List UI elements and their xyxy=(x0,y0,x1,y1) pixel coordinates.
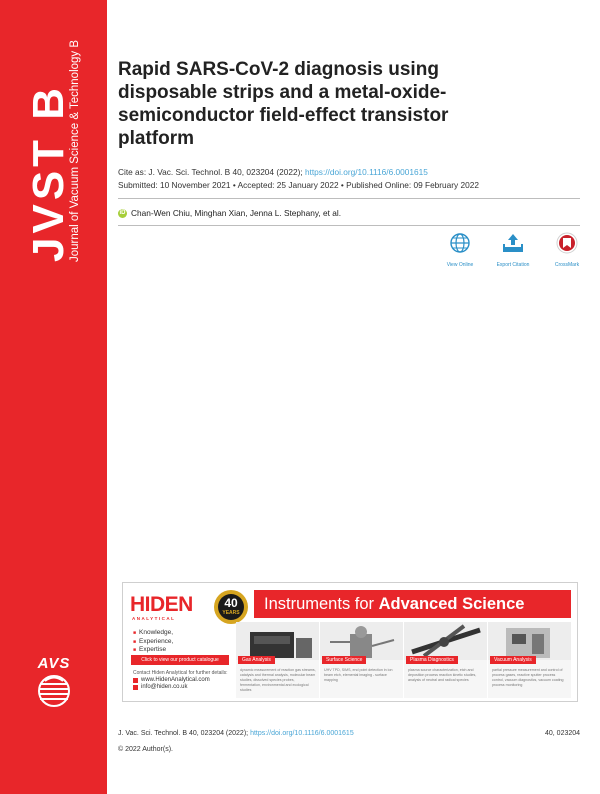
plasma-diagnostics-panel[interactable] xyxy=(404,622,487,698)
ad-bullet: ■ Knowledge, xyxy=(133,629,173,638)
journal-sidebar xyxy=(0,0,107,794)
orcid-icon[interactable]: iD xyxy=(119,210,126,216)
surface-science-panel[interactable] xyxy=(320,622,403,698)
authors-text[interactable]: Chan-Wen Chiu, Minghan Xian, Jenna L. Stephany, et al. xyxy=(131,208,342,218)
vacuum-analysis-panel[interactable] xyxy=(488,622,571,698)
panel-text: plasma source characterization, etch and deposition process reaction kinetic studies, analysis of neutral and radical species xyxy=(408,668,477,682)
avs-logo xyxy=(28,655,80,708)
ad-bullet: ■ Expertise xyxy=(133,646,173,655)
panel-text: dynamic measurement of reaction gas streams, catalysis and thermal analysis, molecular beam studies, dissolved species probes, fermentation, environmental and ecological studies xyxy=(240,668,316,692)
crossmark-button[interactable] xyxy=(542,232,592,268)
email-link[interactable] xyxy=(133,684,228,691)
badge-number: 40 xyxy=(224,596,238,610)
footer-cite-text: J. Vac. Sci. Technol. B 40, 023204 (2022); xyxy=(118,730,249,737)
banner-emphasis: Advanced Science xyxy=(378,595,525,613)
crossmark-icon xyxy=(556,232,578,254)
avs-globe-icon xyxy=(37,674,71,708)
article-title: Rapid SARS-CoV-2 diagnosis using disposable strips and a metal-oxide-semiconductor field-effect transistor platform xyxy=(118,59,449,149)
hiden-logo-sub: ANALYTICAL xyxy=(132,616,176,621)
footer-doi-link[interactable]: https://doi.org/10.1116/6.0001615 xyxy=(250,730,354,737)
product-image xyxy=(404,622,487,660)
export-citation-label: Export Citation xyxy=(496,262,530,268)
gas-analysis-panel[interactable] xyxy=(236,622,319,698)
hiden-logo: HIDEN xyxy=(130,593,193,616)
product-image xyxy=(320,622,403,660)
doi-link[interactable]: https://doi.org/10.1116/6.0001615 xyxy=(304,167,428,177)
mail-icon xyxy=(133,685,138,690)
product-image xyxy=(236,622,319,660)
export-icon xyxy=(501,232,525,254)
panel-tag: Plasma Diagnostics xyxy=(406,656,458,664)
author-list xyxy=(118,208,341,218)
view-online-button[interactable] xyxy=(435,232,485,268)
view-online-label: View Online xyxy=(446,262,474,268)
ad-contact xyxy=(133,670,228,691)
avs-logo-text: AVS xyxy=(37,655,71,672)
ad-bullet-list xyxy=(133,629,173,655)
panel-text: partial pressure measurement and control of process gases, reactive sputter process control, vacuum diagnostics, vacuum coating process monitoring xyxy=(492,668,564,687)
hiden-advertisement[interactable] xyxy=(122,582,578,702)
journal-abbreviation: JVST B xyxy=(24,83,73,262)
globe-icon xyxy=(449,232,471,254)
panel-tag: Gas Analysis xyxy=(238,656,275,664)
panel-tag: Surface Science xyxy=(322,656,366,664)
panel-tag: Vacuum Analysis xyxy=(490,656,536,664)
footer-page-number: 40, 023204 xyxy=(545,730,581,737)
ad-bullet: ■ Experience, xyxy=(133,638,173,647)
website-link[interactable] xyxy=(133,677,228,684)
cite-prefix: Cite as: J. Vac. Sci. Technol. B 40, 023204 (2022); xyxy=(118,167,303,177)
web-icon xyxy=(133,678,138,683)
badge-text: YEARS xyxy=(222,610,240,616)
product-catalogue-button[interactable]: Click to view our product catalogue xyxy=(131,655,229,665)
product-image xyxy=(488,622,571,660)
citation-info xyxy=(118,166,479,192)
crossmark-label: CrossMark xyxy=(554,262,580,268)
publication-dates: Submitted: 10 November 2021 • Accepted: 25 January 2022 • Published Online: 09 February 2022 xyxy=(118,180,479,190)
contact-heading: Contact Hiden Analytical for further details: xyxy=(133,670,228,676)
divider xyxy=(118,225,580,226)
footer-copyright: © 2022 Author(s). xyxy=(118,746,173,753)
journal-full-name: Journal of Vacuum Science & Technology B xyxy=(69,39,81,262)
export-citation-button[interactable] xyxy=(488,232,538,268)
ad-banner xyxy=(254,590,571,618)
anniversary-badge xyxy=(213,589,249,625)
email-text: info@hiden.co.uk xyxy=(141,684,188,690)
divider xyxy=(118,198,580,199)
banner-prefix: Instruments for xyxy=(264,595,379,613)
panel-text: UHV TPD, SIMS, end point detection in ion beam etch, elemental imaging - surface mapping xyxy=(324,668,393,682)
website-text: www.HidenAnalytical.com xyxy=(141,677,210,683)
footer-citation xyxy=(118,730,354,737)
